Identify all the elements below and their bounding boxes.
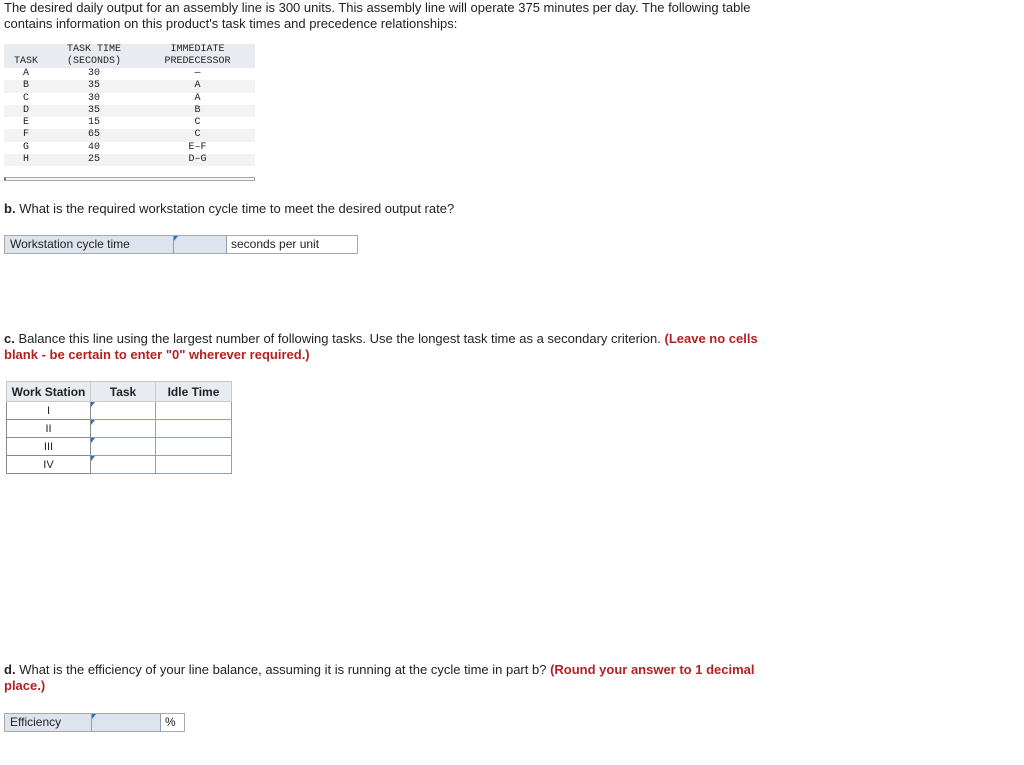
table-row bbox=[7, 420, 232, 438]
part-d-question: d. What is the efficiency of your line balance, assuming it is running at the cycle time in part b? (Round your answer to 1 decimal place.) bbox=[4, 662, 755, 693]
efficiency-row bbox=[4, 713, 185, 732]
station-label: I bbox=[7, 402, 91, 420]
idle-time-input[interactable] bbox=[156, 420, 232, 438]
cycle-time-input[interactable] bbox=[173, 236, 227, 253]
input-flag-icon bbox=[92, 714, 96, 719]
task-input[interactable] bbox=[91, 438, 156, 456]
table-row: A 30 — bbox=[22, 68, 201, 79]
workstation-table bbox=[6, 381, 232, 474]
cycle-time-row bbox=[4, 235, 358, 254]
task-data-table bbox=[4, 44, 255, 166]
idle-time-header: Idle Time bbox=[156, 382, 232, 402]
cycle-time-label: Workstation cycle time bbox=[5, 236, 173, 253]
efficiency-label: Efficiency bbox=[5, 714, 91, 731]
task-header: TASK bbox=[4, 44, 48, 68]
table-row bbox=[7, 402, 232, 420]
input-flag-icon bbox=[91, 402, 95, 407]
input-flag-icon bbox=[91, 420, 95, 425]
table-row: E 15 C bbox=[22, 117, 201, 129]
efficiency-unit: % bbox=[161, 714, 184, 731]
work-station-header: Work Station bbox=[7, 382, 91, 402]
problem-intro: The desired daily output for an assembly line is 300 units. This assembly line will operate 375 minutes per day. The following table contains information on this product's task times and precedence relationships: bbox=[4, 0, 751, 31]
idle-time-input[interactable] bbox=[156, 456, 232, 474]
station-label: IV bbox=[7, 456, 91, 474]
cycle-time-unit: seconds per unit bbox=[227, 236, 357, 253]
table-row: C 30 A bbox=[22, 92, 201, 104]
input-flag-icon bbox=[91, 438, 95, 443]
input-flag-icon bbox=[174, 236, 178, 241]
table-row: D 35 B bbox=[4, 105, 255, 117]
station-label: II bbox=[7, 420, 91, 438]
predecessor-header: IMMEDIATE PREDECESSOR bbox=[140, 44, 255, 68]
table-row: B 35 A bbox=[4, 80, 255, 92]
task-header: Task bbox=[91, 382, 156, 402]
task-input[interactable] bbox=[91, 402, 156, 420]
efficiency-input[interactable] bbox=[91, 714, 161, 731]
idle-time-input[interactable] bbox=[156, 402, 232, 420]
part-b-question: b. What is the required workstation cycle time to meet the desired output rate? bbox=[4, 201, 455, 216]
table-row bbox=[7, 438, 232, 456]
task-time-header: TASK TIME (SECONDS) bbox=[48, 44, 140, 68]
table-row bbox=[7, 456, 232, 474]
table-row: H 25 D–G bbox=[4, 154, 255, 166]
station-label: III bbox=[7, 438, 91, 456]
task-input[interactable] bbox=[91, 420, 156, 438]
table-row: G 40 E–F bbox=[22, 141, 207, 153]
table-scrollbar[interactable] bbox=[4, 177, 255, 181]
part-c-question: c. Balance this line using the largest number of following tasks. Use the longest task time as a secondary criterion. (Leave no cells blank - be certain to enter "0" wherever required.) bbox=[4, 331, 758, 362]
task-input[interactable] bbox=[91, 456, 156, 474]
input-flag-icon bbox=[91, 456, 95, 461]
table-row: F 65 C bbox=[4, 129, 255, 141]
part-d-note: (Round your answer to 1 decimal place.) bbox=[4, 662, 755, 693]
part-c-note: (Leave no cells blank - be certain to enter "0" wherever required.) bbox=[4, 331, 758, 362]
idle-time-input[interactable] bbox=[156, 438, 232, 456]
